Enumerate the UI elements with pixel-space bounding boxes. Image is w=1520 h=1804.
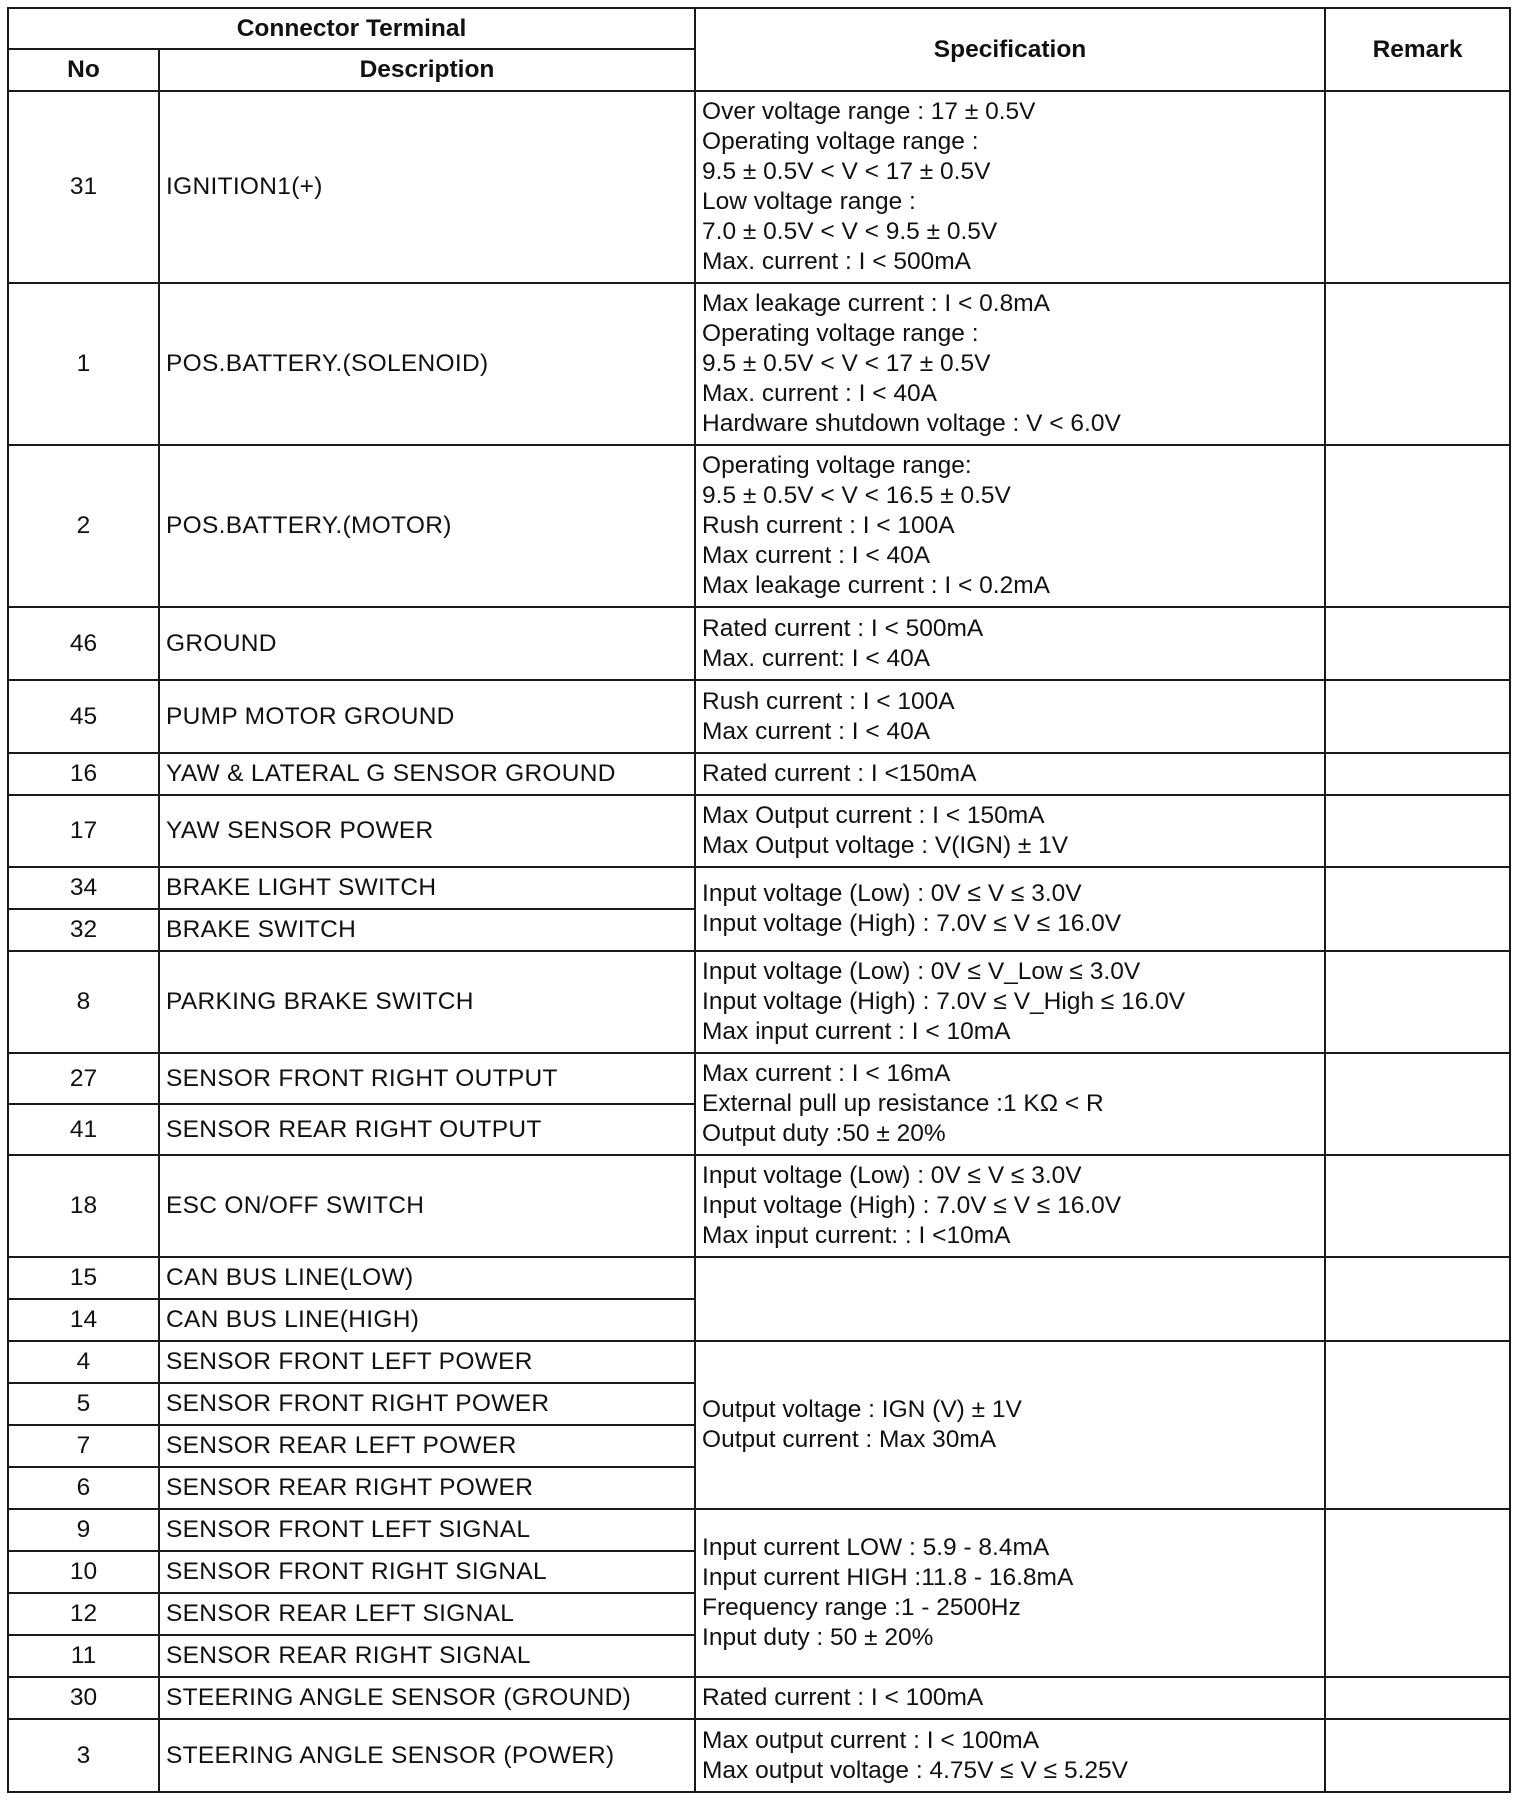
spec-line: Max current : I < 16mA	[702, 1060, 951, 1087]
remark-cell	[1325, 753, 1510, 795]
spec-line: Input current HIGH :11.8 - 16.8mA	[702, 1564, 1074, 1591]
spec-line: 9.5 ± 0.5V < V < 17 ± 0.5V	[702, 350, 991, 377]
specification-cell	[695, 753, 1325, 795]
specification-cell	[695, 283, 1325, 445]
terminal-no: 27	[8, 1053, 159, 1104]
terminal-description: STEERING ANGLE SENSOR (GROUND)	[159, 1677, 695, 1719]
remark-cell	[1325, 1155, 1510, 1257]
remark-cell	[1325, 1341, 1510, 1509]
table-row	[8, 1341, 1510, 1383]
terminal-no: 1	[8, 283, 159, 445]
spec-line: Max current : I < 40A	[702, 542, 931, 569]
remark-cell	[1325, 91, 1510, 283]
spec-line: Input voltage (Low) : 0V ≤ V_Low ≤ 3.0V	[702, 958, 1141, 985]
table-row	[8, 753, 1510, 795]
remark-cell	[1325, 680, 1510, 753]
specification-cell	[695, 951, 1325, 1053]
terminal-description: SENSOR FRONT LEFT SIGNAL	[159, 1509, 695, 1551]
terminal-description: SENSOR REAR LEFT SIGNAL	[159, 1593, 695, 1635]
spec-line: Frequency range :1 - 2500Hz	[702, 1594, 1021, 1621]
specification-cell	[695, 1257, 1325, 1341]
spec-line: Input current LOW : 5.9 - 8.4mA	[702, 1534, 1050, 1561]
specification-cell	[695, 680, 1325, 753]
remark-cell	[1325, 1719, 1510, 1792]
terminal-no: 3	[8, 1719, 159, 1792]
spec-line: Output duty :50 ± 20%	[702, 1120, 946, 1147]
spec-line: Operating voltage range :	[702, 320, 979, 347]
terminal-description: SENSOR FRONT LEFT POWER	[159, 1341, 695, 1383]
terminal-description: SENSOR REAR LEFT POWER	[159, 1425, 695, 1467]
terminal-no: 12	[8, 1593, 159, 1635]
header-specification: Specification	[695, 8, 1325, 91]
terminal-description: SENSOR REAR RIGHT POWER	[159, 1467, 695, 1509]
table-row	[8, 91, 1510, 283]
terminal-description: PARKING BRAKE SWITCH	[159, 951, 695, 1053]
remark-cell	[1325, 1509, 1510, 1677]
spec-line: Input duty : 50 ± 20%	[702, 1624, 934, 1651]
terminal-description: ESC ON/OFF SWITCH	[159, 1155, 695, 1257]
specification-cell	[695, 1341, 1325, 1509]
spec-line: Input voltage (Low) : 0V ≤ V ≤ 3.0V	[702, 1162, 1082, 1189]
terminal-no: 8	[8, 951, 159, 1053]
table-row	[8, 1053, 1510, 1104]
remark-cell	[1325, 795, 1510, 867]
spec-line: Max output voltage : 4.75V ≤ V ≤ 5.25V	[702, 1756, 1128, 1784]
terminal-no: 17	[8, 795, 159, 867]
terminal-no: 10	[8, 1551, 159, 1593]
terminal-description: POS.BATTERY.(SOLENOID)	[159, 283, 695, 445]
spec-line: 9.5 ± 0.5V < V < 17 ± 0.5V	[702, 158, 991, 185]
remark-cell	[1325, 951, 1510, 1053]
terminal-no: 15	[8, 1257, 159, 1299]
specification-cell	[695, 1677, 1325, 1719]
terminal-no: 11	[8, 1635, 159, 1677]
header-connector-terminal: Connector Terminal	[8, 8, 695, 49]
terminal-description: CAN BUS LINE(LOW)	[159, 1257, 695, 1299]
spec-line: Operating voltage range:	[702, 452, 972, 479]
terminal-description: BRAKE LIGHT SWITCH	[159, 867, 695, 909]
table-row	[8, 607, 1510, 680]
terminal-no: 41	[8, 1104, 159, 1155]
specification-cell	[695, 445, 1325, 607]
terminal-description: PUMP MOTOR GROUND	[159, 680, 695, 753]
terminal-no: 30	[8, 1677, 159, 1719]
table-row	[8, 1155, 1510, 1257]
specification-cell	[695, 1719, 1325, 1792]
header-no: No	[8, 49, 159, 91]
spec-line: Operating voltage range :	[702, 128, 979, 155]
spec-line: Rated current : I < 100mA	[702, 1684, 984, 1711]
spec-line: External pull up resistance :1 KΩ < R	[702, 1090, 1104, 1117]
table-body	[8, 91, 1510, 1792]
spec-line: Max Output voltage : V(IGN) ± 1V	[702, 832, 1069, 859]
spec-line: Output voltage : IGN (V) ± 1V	[702, 1396, 1022, 1423]
spec-line: 9.5 ± 0.5V < V < 16.5 ± 0.5V	[702, 482, 1011, 509]
terminal-no: 18	[8, 1155, 159, 1257]
table-row	[8, 951, 1510, 1053]
spec-line: Max output current : I < 100mA	[702, 1726, 1040, 1754]
spec-line: Over voltage range : 17 ± 0.5V	[702, 98, 1036, 125]
spec-line: Rush current : I < 100A	[702, 687, 955, 715]
terminal-no: 34	[8, 867, 159, 909]
remark-cell	[1325, 283, 1510, 445]
terminal-description: SENSOR FRONT RIGHT SIGNAL	[159, 1551, 695, 1593]
header-description: Description	[159, 49, 695, 91]
terminal-no: 14	[8, 1299, 159, 1341]
table-row	[8, 680, 1510, 753]
terminal-no: 7	[8, 1425, 159, 1467]
spec-line: Rated current : I < 500mA	[702, 614, 984, 642]
spec-line: Max. current : I < 40A	[702, 380, 937, 407]
spec-line: Rated current : I <150mA	[702, 760, 977, 787]
terminal-no: 9	[8, 1509, 159, 1551]
spec-line: Max leakage current : I < 0.8mA	[702, 290, 1050, 317]
spec-line: Max. current : I < 500mA	[702, 248, 971, 275]
terminal-no: 45	[8, 680, 159, 753]
remark-cell	[1325, 867, 1510, 951]
terminal-no: 16	[8, 753, 159, 795]
terminal-description: CAN BUS LINE(HIGH)	[159, 1299, 695, 1341]
table-row	[8, 445, 1510, 607]
spec-line: Max input current: : I <10mA	[702, 1222, 1011, 1249]
spec-line: Input voltage (High) : 7.0V ≤ V ≤ 16.0V	[702, 910, 1122, 937]
spec-line: Max input current : I < 10mA	[702, 1018, 1011, 1045]
table-row	[8, 795, 1510, 867]
terminal-no: 31	[8, 91, 159, 283]
terminal-description: YAW SENSOR POWER	[159, 795, 695, 867]
spec-line: Max Output current : I < 150mA	[702, 802, 1045, 829]
spec-line: Max leakage current : I < 0.2mA	[702, 572, 1050, 599]
spec-line: Max. current: I < 40A	[702, 644, 931, 672]
table-row	[8, 1509, 1510, 1551]
table-row	[8, 1677, 1510, 1719]
spec-line: Input voltage (High) : 7.0V ≤ V_High ≤ 16.0V	[702, 988, 1186, 1015]
terminal-no: 46	[8, 607, 159, 680]
table-row	[8, 1719, 1510, 1792]
terminal-description: YAW & LATERAL G SENSOR GROUND	[159, 753, 695, 795]
header-remark: Remark	[1325, 8, 1510, 91]
remark-cell	[1325, 1677, 1510, 1719]
terminal-no: 6	[8, 1467, 159, 1509]
specification-cell	[695, 607, 1325, 680]
specification-cell	[695, 1509, 1325, 1677]
terminal-description: STEERING ANGLE SENSOR (POWER)	[159, 1719, 695, 1792]
terminal-description: BRAKE SWITCH	[159, 909, 695, 951]
terminal-no: 4	[8, 1341, 159, 1383]
remark-cell	[1325, 1257, 1510, 1341]
terminal-description: IGNITION1(+)	[159, 91, 695, 283]
table-row	[8, 1257, 1510, 1299]
specification-cell	[695, 1155, 1325, 1257]
remark-cell	[1325, 1053, 1510, 1155]
spec-line: Low voltage range :	[702, 188, 916, 215]
terminal-description: SENSOR FRONT RIGHT OUTPUT	[159, 1053, 695, 1104]
terminal-no: 2	[8, 445, 159, 607]
spec-line: Rush current : I < 100A	[702, 512, 955, 539]
terminal-description: SENSOR REAR RIGHT OUTPUT	[159, 1104, 695, 1155]
remark-cell	[1325, 607, 1510, 680]
spec-line: Input voltage (Low) : 0V ≤ V ≤ 3.0V	[702, 880, 1082, 907]
spec-line: Input voltage (High) : 7.0V ≤ V ≤ 16.0V	[702, 1192, 1122, 1219]
table-row	[8, 867, 1510, 909]
specification-cell	[695, 795, 1325, 867]
table-row	[8, 283, 1510, 445]
remark-cell	[1325, 445, 1510, 607]
specification-cell	[695, 1053, 1325, 1155]
connector-terminal-table	[7, 7, 1511, 1793]
spec-line: Output current : Max 30mA	[702, 1426, 997, 1453]
terminal-description: POS.BATTERY.(MOTOR)	[159, 445, 695, 607]
terminal-description: SENSOR REAR RIGHT SIGNAL	[159, 1635, 695, 1677]
terminal-description: GROUND	[159, 607, 695, 680]
terminal-no: 5	[8, 1383, 159, 1425]
terminal-description: SENSOR FRONT RIGHT POWER	[159, 1383, 695, 1425]
specification-cell	[695, 867, 1325, 951]
spec-line: Max current : I < 40A	[702, 717, 931, 745]
terminal-no: 32	[8, 909, 159, 951]
spec-line: Hardware shutdown voltage : V < 6.0V	[702, 410, 1121, 437]
specification-cell	[695, 91, 1325, 283]
spec-line: 7.0 ± 0.5V < V < 9.5 ± 0.5V	[702, 218, 998, 245]
